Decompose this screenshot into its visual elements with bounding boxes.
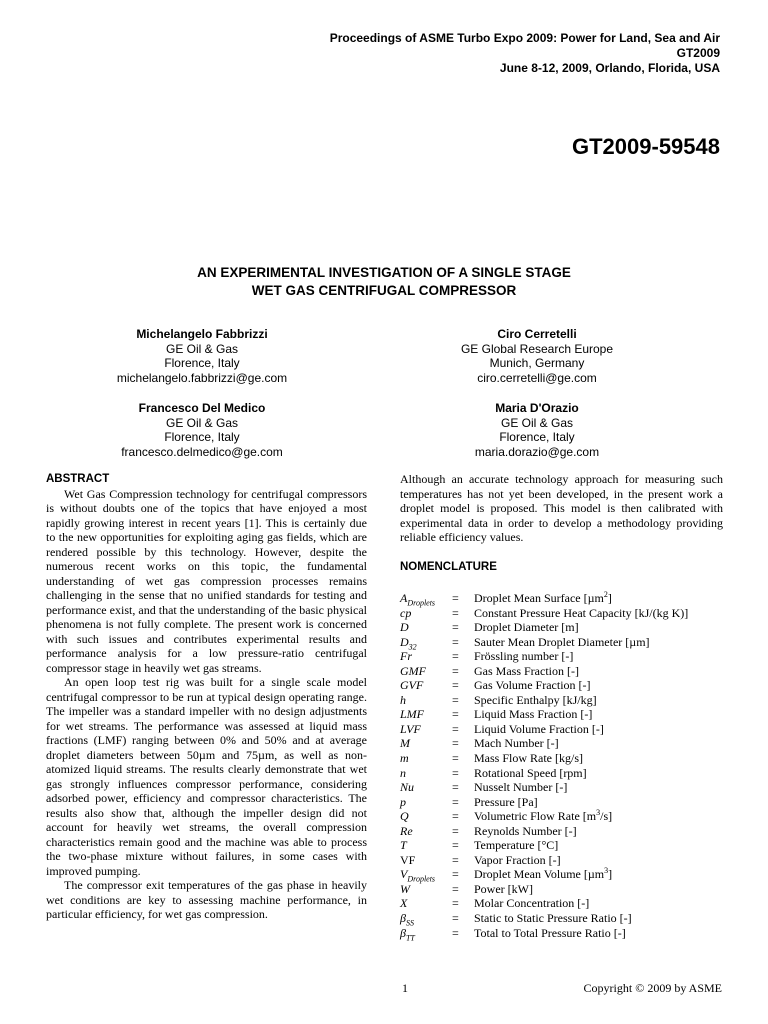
symbol-subscript: Droplets <box>407 598 436 608</box>
equals-sign: = <box>452 707 459 722</box>
symbol-text: T <box>400 838 407 853</box>
nomenclature-symbol <box>400 635 452 650</box>
equals-sign: = <box>452 881 459 896</box>
nomenclature-definition <box>474 693 723 708</box>
symbol-subscript: TT <box>405 932 415 942</box>
nomenclature-entry <box>400 664 723 679</box>
definition-text: Volumetric Flow Rate [m <box>474 809 597 824</box>
nomenclature-symbol <box>400 867 452 882</box>
equals-sign: = <box>452 736 459 751</box>
proceedings-line-3: June 8-12, 2009, Orlando, Florida, USA <box>499 61 720 75</box>
definition-text: Frössling number [-] <box>474 649 574 664</box>
nomenclature-symbol <box>400 926 452 941</box>
definition-text: Droplet Diameter [m] <box>474 620 579 635</box>
nomenclature-entry <box>400 591 723 606</box>
equals-sign: = <box>452 591 459 605</box>
nomenclature-definition <box>474 649 723 664</box>
symbol-text: p <box>400 794 406 809</box>
definition-text: Vapor Fraction [-] <box>474 852 561 867</box>
nomenclature-entry <box>400 736 723 751</box>
paper-id: GT2009-59548 <box>572 134 720 159</box>
equals-sign: = <box>452 823 459 838</box>
definition-superscript: 3 <box>596 808 601 818</box>
abstract-paragraph-2: An open loop test rig was built for a single scale model centrifugal compressor to be run at typical design operating range. The impeller was a standard impeller with no design adjustments for wet streams. The performance was assessed at liquid mass fractions (LMF) ranging between 0% and 50% and at average droplet diameters between 50µm and 75µm, as well as non-atomized liquid streams. The results clearly demonstrate that wet gas strongly influences compressor performance, considering adsorbed power, efficiency and compressor characteristics. The results also show that, although the impeller design did not account for heavily wet streams, the overall compression characteristics remain good and the machine was able to process the two-phase mixture without failures, in some cases with improved pumping. <box>46 675 367 878</box>
symbol-text: D <box>400 634 409 649</box>
nomenclature-entry <box>400 838 723 853</box>
nomenclature-entry <box>400 707 723 722</box>
definition-suffix: /s] <box>600 809 613 824</box>
symbol-text: M <box>400 736 410 751</box>
nomenclature-entry <box>400 896 723 911</box>
nomenclature-symbol <box>400 722 452 737</box>
nomenclature-entry <box>400 606 723 621</box>
nomenclature-symbol <box>400 896 452 911</box>
nomenclature-heading: NOMENCLATURE <box>400 560 497 573</box>
nomenclature-definition <box>474 591 723 606</box>
author-email: francesco.delmedico@ge.com <box>121 444 283 459</box>
symbol-subscript: 32 <box>408 642 417 652</box>
copyright-notice: Copyright © 2009 by ASME <box>583 981 722 995</box>
equals-sign: = <box>452 634 459 649</box>
nomenclature-symbol <box>400 606 452 621</box>
abstract-paragraph-3: The compressor exit temperatures of the gas phase in heavily wet conditions are key to assessing machine performance, in particular efficiency, for wet gas compression. <box>46 878 367 921</box>
title-line-1: AN EXPERIMENTAL INVESTIGATION OF A SINGLE STAGE <box>197 265 571 280</box>
symbol-text: m <box>400 751 409 766</box>
definition-text: Molar Concentration [-] <box>474 896 590 911</box>
nomenclature-definition <box>474 678 723 693</box>
proceedings-line-1: Proceedings of ASME Turbo Expo 2009: Power for Land, Sea and Air <box>329 31 720 45</box>
author-name: Francesco Del Medico <box>138 401 266 415</box>
symbol-text: Q <box>400 809 409 824</box>
equals-sign: = <box>452 663 459 678</box>
nomenclature-entry <box>400 678 723 693</box>
equals-sign: = <box>452 649 459 664</box>
nomenclature-symbol <box>400 780 452 795</box>
definition-text: Total to Total Pressure Ratio [-] <box>474 925 626 940</box>
abstract-heading: ABSTRACT <box>46 473 110 485</box>
symbol-text: h <box>400 692 406 707</box>
symbol-text: Fr <box>400 649 412 664</box>
definition-text: Droplet Mean Surface [µm <box>474 591 604 605</box>
definition-text: Temperature [°C] <box>474 838 559 853</box>
equals-sign: = <box>452 867 459 882</box>
symbol-text: β <box>400 925 406 940</box>
abstract-continuation: Although an accurate technology approach for measuring such temperatures has not yet been developed, in the present work a droplet model is proposed. This model is then calibrated with experimental data in order to develop a methodology providing reliable efficiency values. <box>400 472 723 544</box>
page-number: 1 <box>402 981 408 995</box>
nomenclature-definition <box>474 824 723 839</box>
nomenclature-symbol <box>400 664 452 679</box>
definition-text: Power [kW] <box>474 881 533 896</box>
nomenclature-entry <box>400 926 723 941</box>
nomenclature-definition <box>474 795 723 810</box>
symbol-text: V <box>400 867 408 882</box>
author-block <box>387 327 687 385</box>
nomenclature-symbol <box>400 736 452 751</box>
equals-sign: = <box>452 925 459 940</box>
author-location: Florence, Italy <box>164 356 240 370</box>
nomenclature-symbol <box>400 591 452 606</box>
abstract-paragraph-1: Wet Gas Compression technology for centrifugal compressors is without doubts one of the topics that have enjoyed a most rapidly growing interest in recent years [1]. This is certainly due to the new opportunities for exploiting aging gas fields, which are rendered possible by this technology. However, despite the numerous recent works on this topic, the fundamental understanding of wet gas compression processes remains challenging in the sense that no unified standards for testing and performance exist, and that the understanding of the basic physical phenomena is not fully complete. The present work is concerned with such issues and contributes experimental results and performance analysis for a low pressure-ratio centrifugal compressor stage in heavily wet gas streams. <box>46 486 367 675</box>
definition-text: Gas Mass Fraction [-] <box>474 663 579 678</box>
nomenclature-definition <box>474 926 723 941</box>
equals-sign: = <box>452 809 459 824</box>
left-column <box>46 472 367 922</box>
nomenclature-definition <box>474 635 723 650</box>
proceedings-header <box>120 31 720 76</box>
definition-text: Specific Enthalpy [kJ/kg] <box>474 692 597 707</box>
author-block <box>387 401 687 459</box>
nomenclature-definition <box>474 867 723 882</box>
symbol-text: Nu <box>400 780 415 795</box>
definition-superscript: 3 <box>604 866 609 876</box>
symbol-text: W <box>400 881 410 896</box>
title-line-2: WET GAS CENTRIFUGAL COMPRESSOR <box>251 283 517 298</box>
symbol-text: A <box>400 591 408 605</box>
equals-sign: = <box>452 605 459 620</box>
proceedings-line-2: GT2009 <box>676 46 720 60</box>
nomenclature-entry <box>400 824 723 839</box>
nomenclature-definition <box>474 809 723 824</box>
author-name: Michelangelo Fabbrizzi <box>136 327 268 341</box>
author-location: Munich, Germany <box>489 356 585 370</box>
author-location: Florence, Italy <box>164 430 240 444</box>
nomenclature-entry <box>400 649 723 664</box>
nomenclature-entry <box>400 809 723 824</box>
definition-text: Rotational Speed [rpm] <box>474 765 587 780</box>
nomenclature-entry <box>400 722 723 737</box>
nomenclature-symbol <box>400 795 452 810</box>
equals-sign: = <box>452 721 459 736</box>
nomenclature-symbol <box>400 649 452 664</box>
author-email: ciro.cerretelli@ge.com <box>477 370 597 385</box>
nomenclature-definition <box>474 606 723 621</box>
symbol-text: X <box>400 896 408 911</box>
equals-sign: = <box>452 620 459 635</box>
equals-sign: = <box>452 780 459 795</box>
definition-text: Constant Pressure Heat Capacity [kJ/(kg K)] <box>474 605 689 620</box>
nomenclature-symbol <box>400 809 452 824</box>
nomenclature-definition <box>474 838 723 853</box>
nomenclature-definition <box>474 896 723 911</box>
definition-suffix: ] <box>608 867 613 882</box>
symbol-text: D <box>400 620 409 635</box>
nomenclature-entry <box>400 780 723 795</box>
equals-sign: = <box>452 765 459 780</box>
author-name: Ciro Cerretelli <box>497 327 577 341</box>
author-name: Maria D'Orazio <box>495 401 579 415</box>
author-affiliation: GE Global Research Europe <box>460 341 614 356</box>
nomenclature-entry <box>400 620 723 635</box>
symbol-subscript: Droplets <box>407 874 436 884</box>
nomenclature-definition <box>474 620 723 635</box>
symbol-text: LVF <box>400 721 421 736</box>
symbol-text: n <box>400 765 406 780</box>
definition-text: Liquid Mass Fraction [-] <box>474 707 593 722</box>
nomenclature-entry <box>400 751 723 766</box>
paper-title <box>0 264 768 300</box>
nomenclature-list <box>400 591 723 940</box>
definition-text: Static to Static Pressure Ratio [-] <box>474 911 632 926</box>
nomenclature-symbol <box>400 620 452 635</box>
definition-text: Mass Flow Rate [kg/s] <box>474 751 583 766</box>
definition-text: Pressure [Pa] <box>474 794 538 809</box>
nomenclature-entry <box>400 882 723 897</box>
author-affiliation: GE Oil & Gas <box>165 415 239 430</box>
nomenclature-entry <box>400 635 723 650</box>
nomenclature-entry <box>400 795 723 810</box>
author-block <box>52 401 352 459</box>
symbol-text: LMF <box>400 707 424 722</box>
nomenclature-entry <box>400 766 723 781</box>
nomenclature-symbol <box>400 853 452 868</box>
equals-sign: = <box>452 794 459 809</box>
definition-suffix: ] <box>607 591 612 605</box>
nomenclature-definition <box>474 911 723 926</box>
definition-text: Gas Volume Fraction [-] <box>474 678 591 693</box>
nomenclature-definition <box>474 736 723 751</box>
nomenclature-symbol <box>400 693 452 708</box>
author-location: Florence, Italy <box>499 430 575 444</box>
nomenclature-definition <box>474 780 723 795</box>
equals-sign: = <box>452 751 459 766</box>
symbol-text: cp <box>400 605 412 620</box>
nomenclature-definition <box>474 853 723 868</box>
nomenclature-definition <box>474 722 723 737</box>
definition-superscript: 2 <box>603 590 608 599</box>
author-affiliation: GE Oil & Gas <box>500 415 574 430</box>
definition-text: Mach Number [-] <box>474 736 559 751</box>
author-email: michelangelo.fabbrizzi@ge.com <box>116 370 288 385</box>
nomenclature-symbol <box>400 751 452 766</box>
nomenclature-definition <box>474 707 723 722</box>
nomenclature-entry <box>400 867 723 882</box>
equals-sign: = <box>452 852 459 867</box>
author-block <box>52 327 352 385</box>
definition-text: Reynolds Number [-] <box>474 823 577 838</box>
symbol-subscript: SS <box>405 918 414 928</box>
symbol-text: VF <box>400 852 416 867</box>
nomenclature-entry <box>400 911 723 926</box>
nomenclature-definition <box>474 751 723 766</box>
nomenclature-entry <box>400 853 723 868</box>
right-column <box>400 472 723 940</box>
symbol-text: β <box>400 911 406 926</box>
nomenclature-symbol <box>400 882 452 897</box>
nomenclature-entry <box>400 693 723 708</box>
author-email: maria.dorazio@ge.com <box>474 444 600 459</box>
nomenclature-symbol <box>400 838 452 853</box>
nomenclature-symbol <box>400 824 452 839</box>
equals-sign: = <box>452 692 459 707</box>
nomenclature-symbol <box>400 766 452 781</box>
symbol-text: Re <box>400 823 413 838</box>
nomenclature-definition <box>474 766 723 781</box>
nomenclature-definition <box>474 882 723 897</box>
definition-text: Nusselt Number [-] <box>474 780 568 795</box>
nomenclature-symbol <box>400 911 452 926</box>
equals-sign: = <box>452 911 459 926</box>
definition-text: Sauter Mean Droplet Diameter [µm] <box>474 634 650 649</box>
nomenclature-symbol <box>400 707 452 722</box>
definition-text: Liquid Volume Fraction [-] <box>474 721 604 736</box>
equals-sign: = <box>452 896 459 911</box>
symbol-text: GVF <box>400 678 424 693</box>
nomenclature-definition <box>474 664 723 679</box>
nomenclature-symbol <box>400 678 452 693</box>
symbol-text: GMF <box>400 663 426 678</box>
equals-sign: = <box>452 838 459 853</box>
definition-text: Droplet Mean Volume [µm <box>474 867 605 882</box>
author-affiliation: GE Oil & Gas <box>165 341 239 356</box>
equals-sign: = <box>452 678 459 693</box>
